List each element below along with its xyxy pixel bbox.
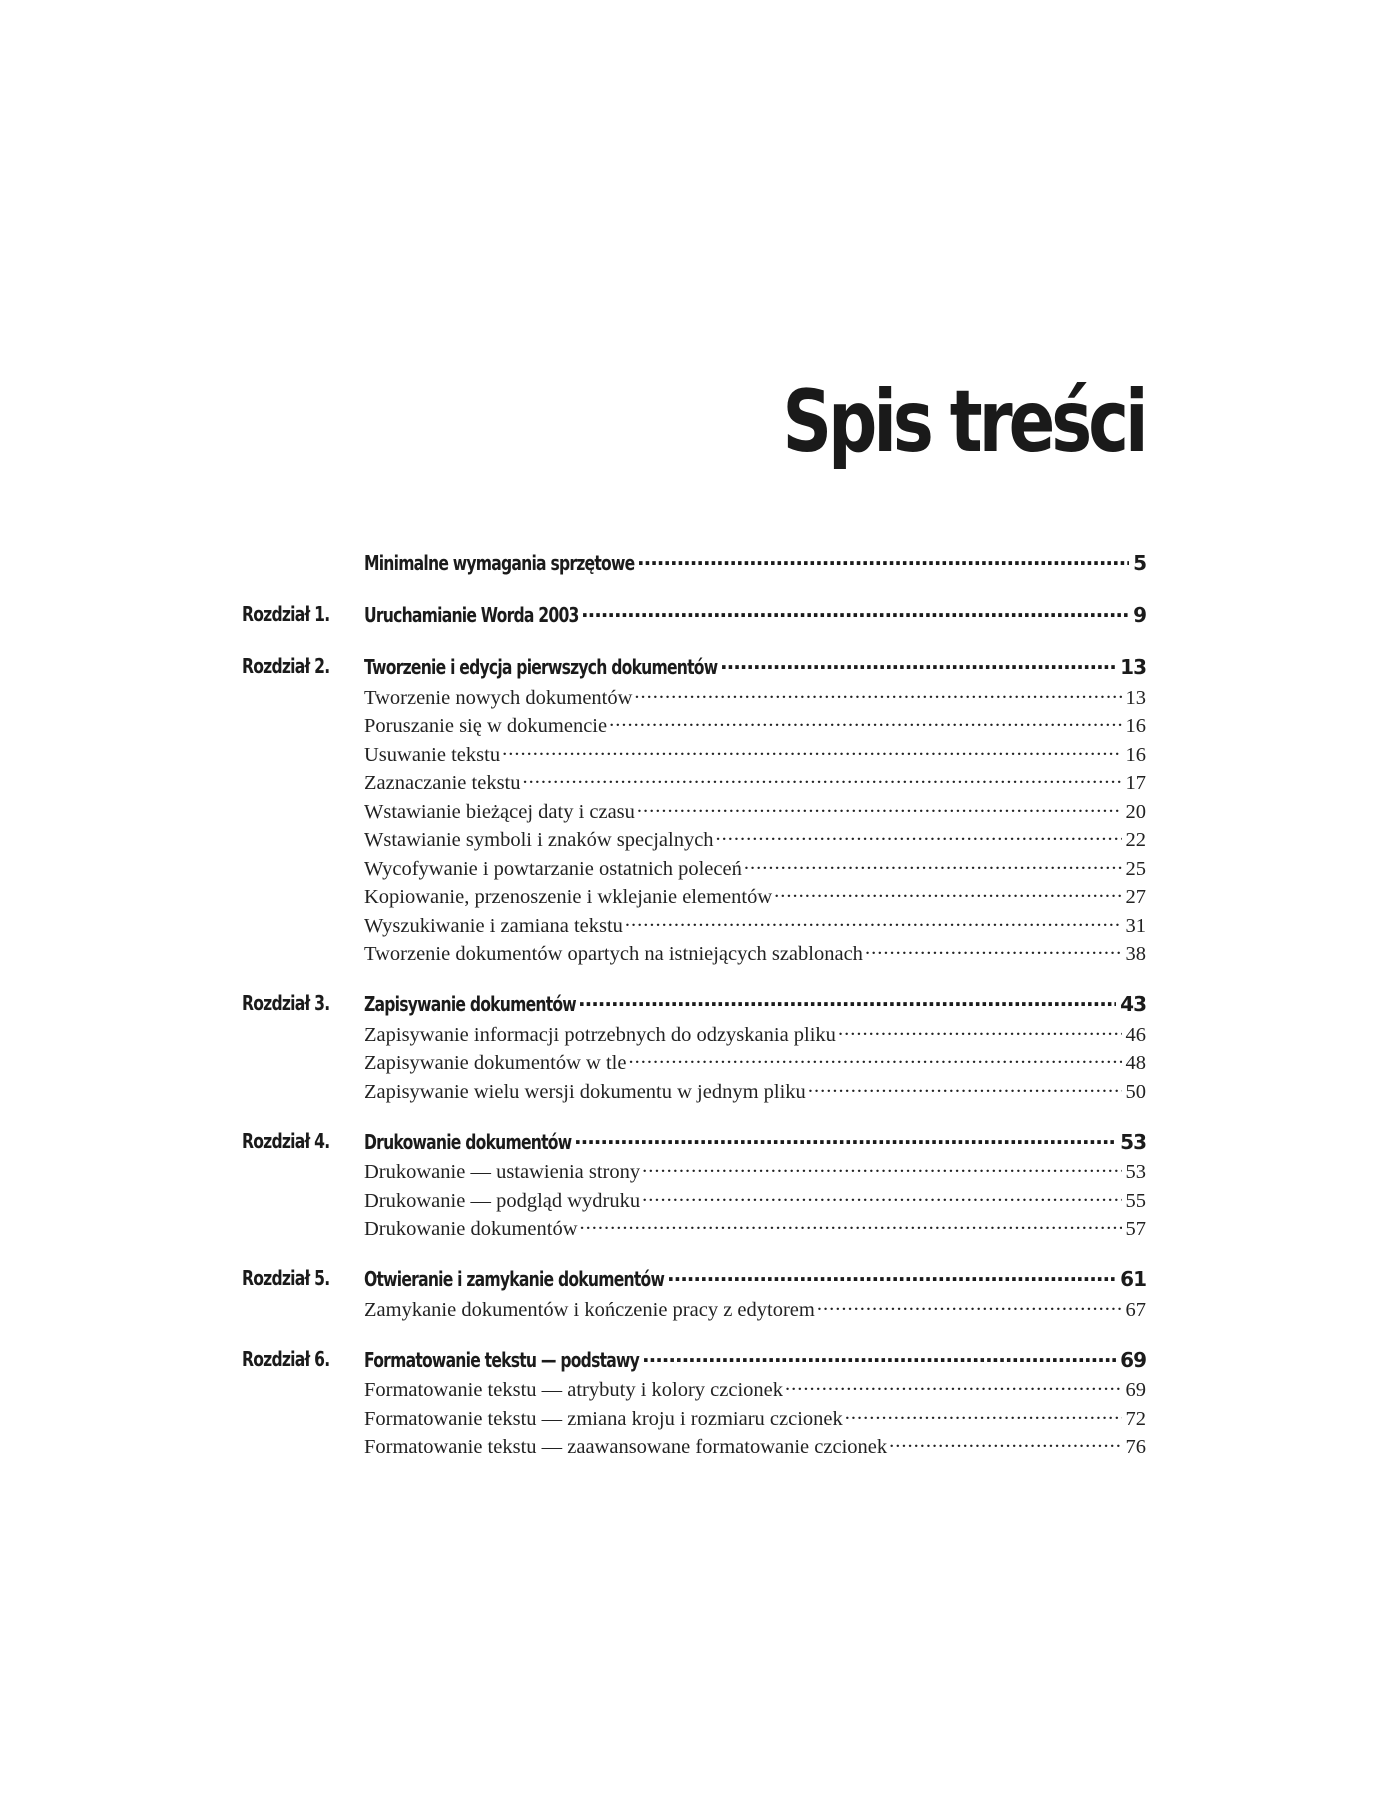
toc-entry-title: Poruszanie się w dokumencie bbox=[364, 715, 608, 737]
toc-entry-page-number: 16 bbox=[1125, 715, 1146, 737]
toc-entry-row[interactable] bbox=[242, 1077, 1146, 1106]
toc-entry-row[interactable] bbox=[242, 883, 1146, 912]
chapter-row[interactable] bbox=[242, 1124, 1146, 1158]
toc-entry-title: Wstawianie symboli i znaków specjalnych bbox=[364, 829, 714, 851]
chapter-row[interactable] bbox=[242, 1342, 1146, 1376]
dot-leader bbox=[808, 1077, 1122, 1098]
dot-leader bbox=[580, 1215, 1122, 1236]
toc-entry-title: Drukowanie — ustawienia strony bbox=[364, 1161, 641, 1183]
dot-leader bbox=[523, 769, 1122, 790]
dot-leader bbox=[716, 826, 1122, 847]
dot-leader bbox=[720, 654, 1116, 674]
table-of-contents bbox=[242, 545, 1146, 1479]
dot-leader bbox=[628, 1049, 1121, 1070]
chapter-title: Uruchamianie Worda 2003 bbox=[364, 603, 579, 627]
toc-entry-title: Zapisywanie dokumentów w tle bbox=[364, 1052, 627, 1074]
toc-entry-page-number: 53 bbox=[1125, 1161, 1146, 1183]
toc-intro-section bbox=[242, 545, 1146, 579]
chapter-page-number: 69 bbox=[1120, 1347, 1146, 1372]
toc-entry-page-number: 22 bbox=[1125, 829, 1146, 851]
dot-leader bbox=[744, 854, 1122, 875]
chapter-label: Rozdział 2. bbox=[242, 654, 330, 678]
toc-entry-page-number: 25 bbox=[1125, 857, 1146, 880]
chapter-page-number: 61 bbox=[1120, 1267, 1146, 1291]
toc-entry-page-number: 72 bbox=[1125, 1407, 1146, 1430]
chapter-section bbox=[242, 1261, 1146, 1324]
dot-leader bbox=[642, 1158, 1121, 1179]
toc-entry-row[interactable] bbox=[242, 769, 1146, 798]
chapter-label: Rozdział 1. bbox=[242, 602, 330, 626]
chapter-section bbox=[242, 1342, 1146, 1462]
toc-entry-row[interactable] bbox=[242, 712, 1146, 741]
dot-leader bbox=[667, 1266, 1116, 1286]
toc-entry-title: Zaznaczanie tekstu bbox=[364, 772, 521, 794]
toc-entry-page-number: 50 bbox=[1125, 1080, 1146, 1103]
toc-entry-title: Formatowanie tekstu — zmiana kroju i rozmiaru czcionek bbox=[364, 1407, 843, 1430]
toc-entry-title: Wstawianie bieżącej daty i czasu bbox=[364, 800, 635, 823]
dot-leader bbox=[578, 991, 1116, 1011]
toc-entry-page-number: 48 bbox=[1125, 1052, 1146, 1074]
toc-entry-row[interactable] bbox=[242, 683, 1146, 712]
toc-entry-row[interactable] bbox=[242, 1049, 1146, 1078]
dot-leader bbox=[817, 1295, 1122, 1316]
dot-leader bbox=[642, 1186, 1121, 1207]
chapter-page-number: 13 bbox=[1120, 655, 1146, 679]
toc-entry-row[interactable] bbox=[242, 940, 1146, 969]
dot-leader bbox=[581, 602, 1129, 622]
toc-entry-page-number: 31 bbox=[1125, 914, 1146, 937]
dot-leader bbox=[774, 883, 1121, 904]
toc-intro-page: 5 bbox=[1133, 551, 1146, 575]
toc-entry-title: Formatowanie tekstu — atrybuty i kolory czcionek bbox=[364, 1379, 784, 1401]
chapter-row[interactable] bbox=[242, 649, 1146, 683]
chapter-section bbox=[242, 597, 1146, 631]
toc-entry-title: Tworzenie dokumentów opartych na istniejących szablonach bbox=[364, 943, 863, 965]
toc-entry-title: Zapisywanie wielu wersji dokumentu w jednym pliku bbox=[364, 1080, 806, 1103]
chapter-label: Rozdział 5. bbox=[242, 1266, 330, 1290]
chapter-row[interactable] bbox=[242, 597, 1146, 631]
chapter-title: Formatowanie tekstu — podstawy bbox=[364, 1347, 640, 1372]
toc-entry-page-number: 69 bbox=[1125, 1379, 1146, 1401]
chapter-page-number: 9 bbox=[1133, 603, 1146, 627]
toc-entry-row[interactable] bbox=[242, 1215, 1146, 1244]
toc-entry-page-number: 57 bbox=[1125, 1218, 1146, 1240]
chapter-section bbox=[242, 986, 1146, 1106]
toc-entry-title: Zapisywanie informacji potrzebnych do odzyskania pliku bbox=[364, 1023, 836, 1046]
toc-entry-title: Kopiowanie, przenoszenie i wklejanie elementów bbox=[364, 886, 773, 908]
toc-entry-row[interactable] bbox=[242, 1158, 1146, 1187]
toc-entry-row[interactable] bbox=[242, 1433, 1146, 1462]
toc-entry-title: Formatowanie tekstu — zaawansowane formatowanie czcionek bbox=[364, 1436, 888, 1458]
dot-leader bbox=[642, 1347, 1116, 1367]
toc-intro-row[interactable] bbox=[242, 545, 1146, 579]
dot-leader bbox=[845, 1404, 1122, 1425]
chapter-page-number: 53 bbox=[1120, 1129, 1146, 1154]
toc-entry-row[interactable] bbox=[242, 1376, 1146, 1405]
chapter-list bbox=[242, 597, 1146, 1461]
chapter-section bbox=[242, 1124, 1146, 1244]
dot-leader bbox=[838, 1020, 1122, 1041]
page-title: Spis treści bbox=[782, 372, 1145, 472]
toc-entry-row[interactable] bbox=[242, 854, 1146, 883]
chapter-label: Rozdział 6. bbox=[242, 1346, 330, 1371]
toc-entry-row[interactable] bbox=[242, 1186, 1146, 1215]
toc-entry-title: Drukowanie — podgląd wydruku bbox=[364, 1189, 641, 1212]
toc-entry-title: Zamykanie dokumentów i kończenie pracy z edytorem bbox=[364, 1298, 815, 1321]
toc-entry-page-number: 46 bbox=[1125, 1023, 1146, 1046]
chapter-label: Rozdział 4. bbox=[242, 1128, 330, 1153]
toc-entry-page-number: 13 bbox=[1125, 686, 1146, 709]
toc-entry-page-number: 55 bbox=[1125, 1189, 1146, 1212]
toc-entry-row[interactable] bbox=[242, 740, 1146, 769]
dot-leader bbox=[637, 797, 1122, 818]
toc-entry-title: Wyszukiwanie i zamiana tekstu bbox=[364, 914, 623, 937]
toc-entry-row[interactable] bbox=[242, 826, 1146, 855]
toc-entry-title: Drukowanie dokumentów bbox=[364, 1218, 578, 1240]
toc-entry-page-number: 67 bbox=[1125, 1298, 1146, 1321]
toc-entry-row[interactable] bbox=[242, 1295, 1146, 1324]
dot-leader bbox=[609, 712, 1121, 733]
dot-leader bbox=[625, 911, 1122, 932]
toc-intro-title: Minimalne wymagania sprzętowe bbox=[364, 551, 635, 575]
toc-entry-page-number: 38 bbox=[1125, 943, 1146, 965]
dot-leader bbox=[634, 683, 1121, 704]
chapter-row[interactable] bbox=[242, 986, 1146, 1020]
toc-entry-page-number: 17 bbox=[1125, 772, 1146, 794]
dot-leader bbox=[889, 1433, 1121, 1454]
toc-entry-page-number: 16 bbox=[1125, 743, 1146, 766]
chapter-label: Rozdział 3. bbox=[242, 991, 330, 1015]
toc-entry-title: Wycofywanie i powtarzanie ostatnich poleceń bbox=[364, 857, 742, 880]
toc-entry-row[interactable] bbox=[242, 1020, 1146, 1049]
toc-entry-page-number: 20 bbox=[1125, 800, 1146, 823]
dot-leader bbox=[502, 740, 1121, 761]
toc-entry-page-number: 27 bbox=[1125, 886, 1146, 908]
chapter-title: Zapisywanie dokumentów bbox=[364, 992, 576, 1016]
chapter-title: Otwieranie i zamykanie dokumentów bbox=[364, 1267, 665, 1291]
dot-leader bbox=[574, 1129, 1116, 1149]
toc-entry-row[interactable] bbox=[242, 911, 1146, 940]
dot-leader bbox=[865, 940, 1122, 961]
dot-leader bbox=[785, 1376, 1121, 1397]
chapter-section bbox=[242, 649, 1146, 968]
toc-entry-row[interactable] bbox=[242, 1404, 1146, 1433]
toc-entry-title: Tworzenie nowych dokumentów bbox=[364, 686, 633, 709]
chapter-title: Tworzenie i edycja pierwszych dokumentów bbox=[364, 655, 718, 679]
chapter-page-number: 43 bbox=[1120, 992, 1146, 1016]
dot-leader bbox=[637, 550, 1129, 570]
toc-entry-row[interactable] bbox=[242, 797, 1146, 826]
toc-entry-page-number: 76 bbox=[1125, 1436, 1146, 1458]
chapter-row[interactable] bbox=[242, 1261, 1146, 1295]
toc-entry-title: Usuwanie tekstu bbox=[364, 743, 501, 766]
chapter-title: Drukowanie dokumentów bbox=[364, 1129, 572, 1154]
